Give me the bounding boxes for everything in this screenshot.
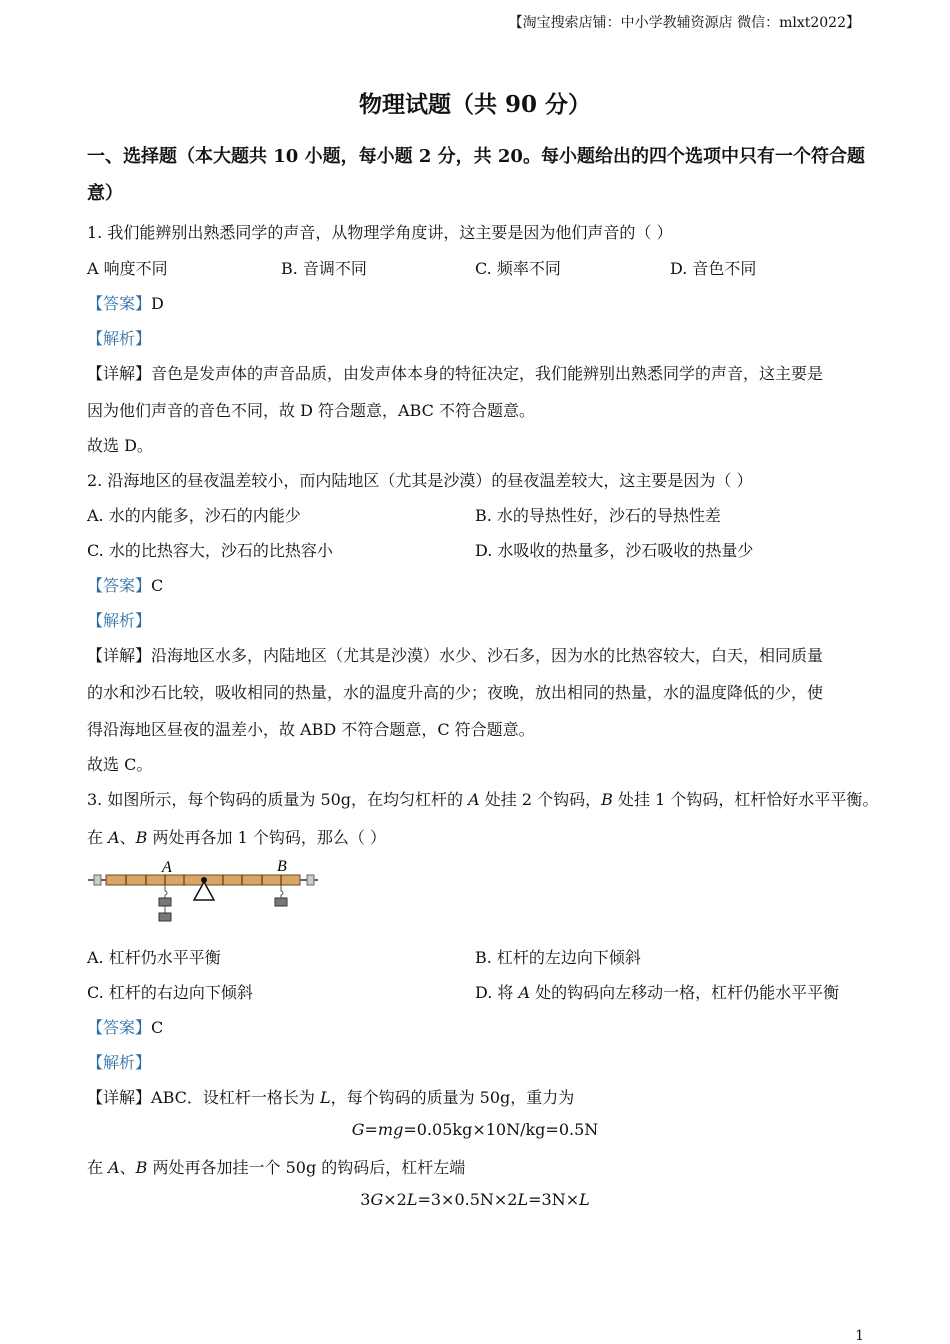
q3-option-a: A. 杠杆仍水平平衡 [87,948,221,967]
q1-analysis-label: 【解析】 [87,329,152,348]
q1-option-d: D. 音色不同 [670,259,757,278]
q2-conclusion: 故选 C。 [87,755,153,774]
page-title: 物理试题（共 90 分） [358,91,592,118]
q2-option-b: B. 水的导热性好，沙石的导热性差 [475,506,721,525]
q3-option-d: D. 将 A 处的钩码向左移动一格，杠杆仍能水平平衡 [475,983,840,1002]
q2-detail-3: 得沿海地区昼夜的温差小，故 ABD 不符合题意，C 符合题意。 [87,720,535,739]
header-note: 【淘宝搜索店铺：中小学教辅资源店 微信：mlxt2022】 [508,15,860,31]
q2-option-a: A. 水的内能多，沙石的内能少 [87,506,301,525]
left-end-nut [94,875,101,885]
detail-label: 【详解】 [87,646,152,665]
weight-a-2 [159,913,171,921]
q3-answer [87,1015,163,1038]
q3-stem-2: 在 A、B 两处再各加 1 个钩码，那么（ ） [87,828,386,847]
lever-figure [86,852,322,926]
answer-label: 【答案】 [87,294,152,313]
weight-b-1 [275,898,287,906]
q3-stem-1: 3. 如图所示，每个钩码的质量为 50g，在均匀杠杆的 A 处挂 2 个钩码，B 处挂 1 个钩码，杠杆恰好水平平衡。 [87,790,879,809]
detail-label: 【详解】 [87,364,152,383]
q1-detail-text: 音色是发声体的声音品质，由发声体本身的特征决定，我们能辨别出熟悉同学的声音，这主要是 [151,364,824,383]
q1-stem: 1. 我们能辨别出熟悉同学的声音，从物理学角度讲，这主要是因为他们声音的（ ） [87,223,673,242]
q1-option-b: B. 音调不同 [281,259,367,278]
q2-detail-1 [87,643,823,666]
right-end-nut [307,875,314,885]
answer-label: 【答案】 [87,576,152,595]
section-heading: 一、选择题（本大题共 10 小题，每小题 2 分，共 20。每小题给出的四个选项中只有一个符合题意） [87,146,865,204]
figure-label-a: A [162,859,172,876]
q1-conclusion: 故选 D。 [87,436,153,455]
q2-answer-value: C [151,576,164,595]
q3-detail: 【详解】ABC．设杠杆一格长为 L，每个钩码的质量为 50g，重力为 [87,1088,575,1107]
q1-options [0,256,950,278]
q2-option-d: D. 水吸收的热量多，沙石吸收的热量少 [475,541,754,560]
q1-option-a: A 响度不同 [87,259,168,278]
weight-a-1 [159,898,171,906]
q2-detail-2: 的水和沙石比较，吸收相同的热量，水的温度升高的少；夜晚，放出相同的热量，水的温度降低的少，使 [87,683,824,702]
q2-stem: 2. 沿海地区的昼夜温差较小，而内陆地区（尤其是沙漠）的昼夜温差较大，这主要是因为（ ） [87,471,753,490]
figure-label-b: B [277,858,287,875]
q3-option-c: C. 杠杆的右边向下倾斜 [87,983,253,1002]
q2-detail-text: 沿海地区水多，内陆地区（尤其是沙漠）水少、沙石多，因为水的比热容较大，白天，相同质量 [151,646,824,665]
q1-detail-1 [87,361,823,384]
q1-answer-value: D [151,294,164,313]
q2-option-c: C. 水的比热容大，沙石的比热容小 [87,541,333,560]
q3-analysis-label: 【解析】 [87,1053,152,1072]
q1-detail-2: 因为他们声音的音色不同，故 D 符合题意，ABC 不符合题意。 [87,401,535,420]
hook-b [281,885,283,898]
q3-after-text: 在 A、B 两处再各加挂一个 50g 的钩码后，杠杆左端 [87,1158,466,1177]
q2-analysis-label: 【解析】 [87,611,152,630]
q3-answer-value: C [151,1018,164,1037]
answer-label: 【答案】 [87,1018,152,1037]
hook-a [165,885,167,898]
q3-option-b: B. 杠杆的左边向下倾斜 [475,948,641,967]
q3-equation-1: G=mg=0.05kg×10N/kg=0.5N [351,1120,599,1139]
q1-answer [87,291,164,314]
page-number: 1 [855,1328,864,1344]
q2-answer [87,573,163,596]
q1-option-c: C. 频率不同 [475,259,561,278]
q3-equation-2: 3G×2L=3×0.5N×2L=3N×L [360,1190,590,1209]
